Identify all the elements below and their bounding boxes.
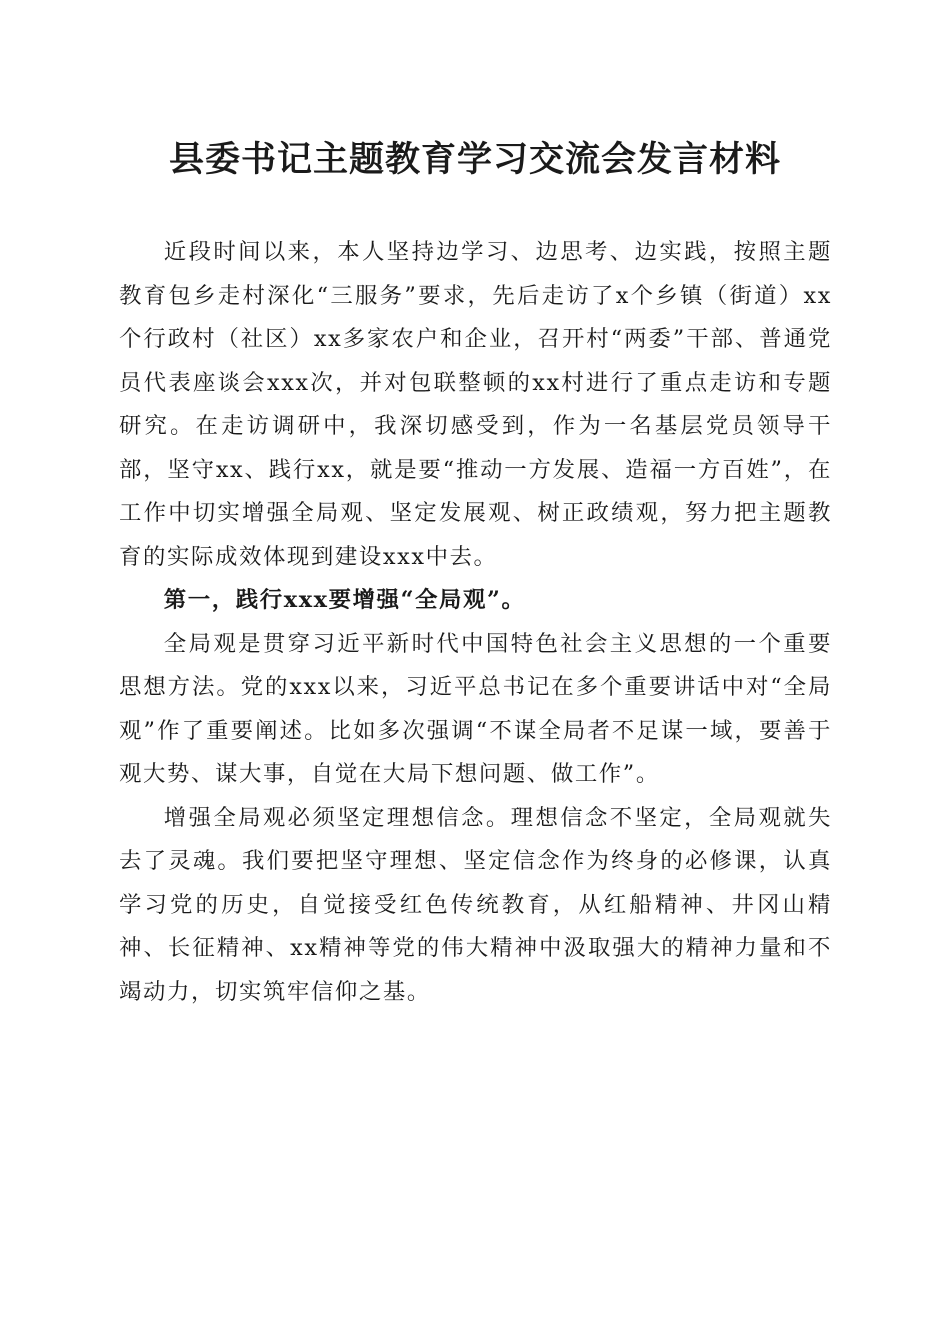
section-heading-first: 第一，践行xxx要增强“全局观”。: [163, 587, 526, 613]
paragraph-overall-view: 全局观是贯穿习近平新时代中国特色社会主义思想的一个重要思想方法。党的xxx以来，习近平总书记在多个重要讲话中对“全局观”作了重要阐述。比如多次强调“不谋全局者不足谋一域，要善于观大势、谋大事，自觉在大局下想问题、做工作”。: [119, 630, 832, 787]
paragraph-intro: 近段时间以来，本人坚持边学习、边思考、边实践，按照主题教育包乡走村深化“三服务”要求，先后走访了x个乡镇（街道）xx个行政村（社区）xx多家农户和企业，召开村“两委”干部、普通党员代表座谈会xxx次，并对包联整顿的xx村进行了重点走访和专题研究。在走访调研中，我深切感受到，作为一名基层党员领导干部，坚守xx、践行xx，就是要“推动一方发展、造福一方百姓”，在工作中切实增强全局观、坚定发展观、树正政绩观，努力把主题教育的实际成效体现到建设xxx中去。: [119, 239, 832, 570]
paragraph-ideals-beliefs: 增强全局观必须坚定理想信念。理想信念不坚定，全局观就失去了灵魂。我们要把坚守理想、坚定信念作为终身的必修课，认真学习党的历史，自觉接受红色传统教育，从红船精神、井冈山精神、长征精神、xx精神等党的伟大精神中汲取强大的精神力量和不竭动力，切实筑牢信仰之基。: [119, 804, 832, 1005]
document-title: 县委书记主题教育学习交流会发言材料: [168, 139, 781, 180]
document-body: [119, 231, 832, 1014]
